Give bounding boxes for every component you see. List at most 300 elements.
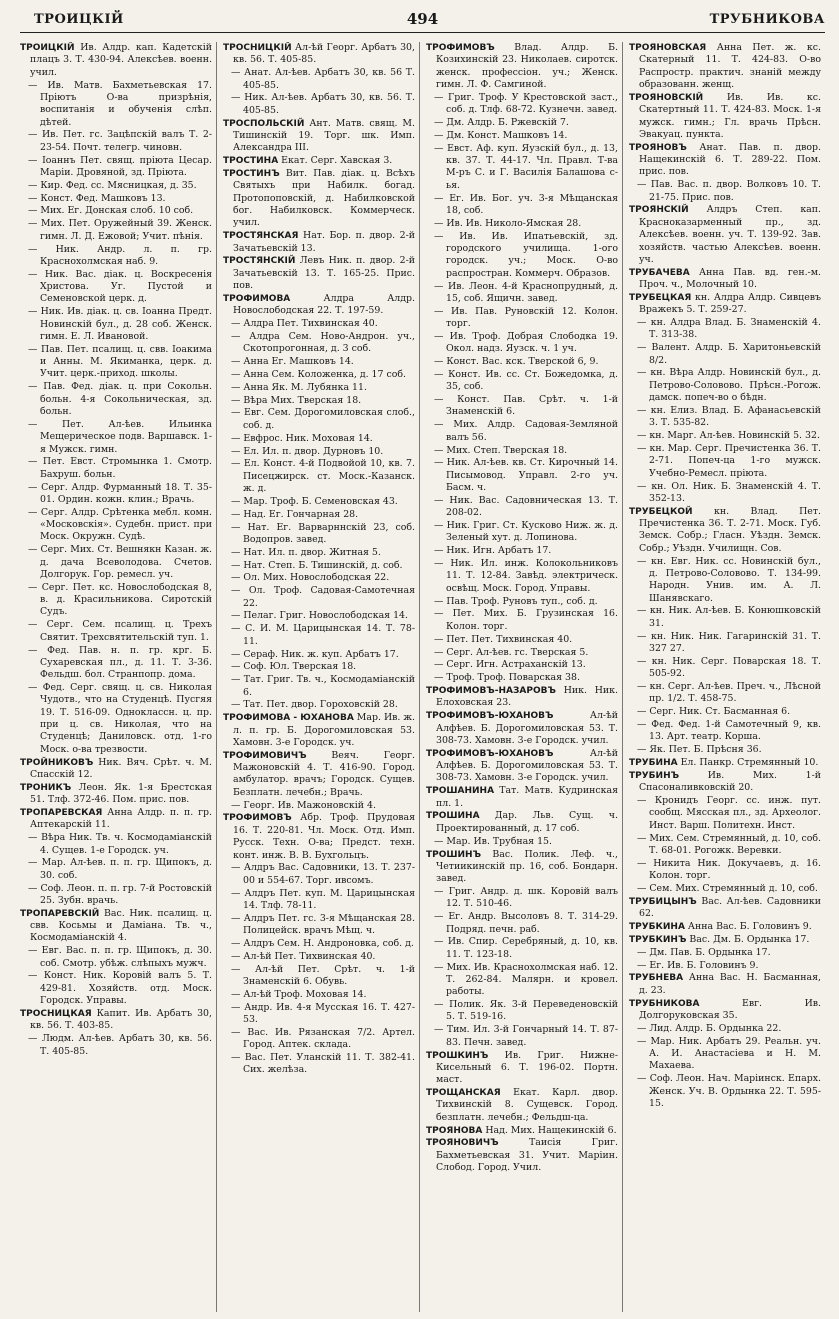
entry-text: Анна Вас. Н. Басманная, д. 23. (639, 972, 821, 996)
entry-text: Кир. Фед. сс. Мясницкая, д. 35. (40, 179, 197, 191)
entry-surname: ТРОСТИНА (223, 156, 279, 167)
entry-text: Ник. Ив. діак. ц. св. Іоанна Предт. Новинскій бул., д. 28 соб. Женск. гимн. Е. Л. Ивановой. (40, 306, 212, 342)
entry-text: Леон. Як. 1-я Брестская 51. Тлф. 372-46. Пом. прис. пов. (30, 781, 212, 806)
entry-surname: ТРУБЕЦКОЙ (629, 506, 693, 517)
entry-text: Ив. Леон. 4-й Краснопрудный, д. 15, соб. Ящичн. завед. (446, 280, 618, 304)
directory-columns (20, 42, 825, 1312)
running-header (20, 8, 825, 33)
entry-text: Соф. Леон. п. п. гр. 7-й Ростовскій 25. Зубн. врачь. (40, 882, 212, 906)
entry-text: Ег. Ив. Бог. уч. 3-я Мѣщанская 18, соб. (446, 192, 618, 216)
directory-column-2 (223, 42, 420, 1312)
entry-text: кн. Ник. Серг. Поварская 18. Т. 505-92. (649, 655, 822, 680)
entry-text: Серг. Ал-ѣев. гс. Тверская 5. (446, 646, 589, 658)
directory-sub-entry (426, 634, 618, 646)
entry-text: Алдра Алдр. Новослободская 22. Т. 197-59. (233, 292, 415, 317)
directory-sub-entry (426, 545, 618, 557)
directory-sub-entry (223, 318, 415, 330)
entry-surname: ТРОФИМОВИЧЪ (223, 750, 307, 761)
directory-sub-entry (629, 960, 821, 972)
directory-sub-entry (20, 180, 212, 192)
entry-surname: ТРУБЕЦКАЯ (629, 292, 692, 303)
entry-text: кн. Ол. Ник. Б. Знаменскій 4. Т. 352-13. (649, 480, 822, 504)
directory-sub-entry (426, 356, 618, 368)
directory-sub-entry (223, 913, 415, 938)
entry-text: Мар. Ник. Арбатъ 29. Реальн. уч. А. И. Анастасіева и Н. М. Махаева. (649, 1035, 821, 1072)
entry-text: кн. Серг. Ал-ѣев. Преч. ч., Лѣсной пр. 1/2. Т. 458-75. (649, 681, 821, 705)
directory-entry (629, 42, 821, 91)
directory-sub-entry (629, 1073, 821, 1110)
entry-text: Тат. Григ. Тв. ч., Космодаміанскій 6. (243, 674, 415, 698)
entry-text: Анна Як. М. Лубянка 11. (243, 381, 367, 393)
directory-sub-entry (629, 342, 821, 367)
entry-text: Людм. Ал-ѣев. Арбатъ 30, кв. 56. Т. 405-85. (40, 1033, 212, 1057)
entry-surname: ТРОПАРЕВСКАЯ (20, 807, 103, 818)
directory-sub-entry (629, 1036, 821, 1073)
directory-sub-entry (426, 886, 618, 911)
entry-text: Ив. Пав. Руновскій 12. Колон. торг. (446, 305, 618, 330)
directory-sub-entry (223, 382, 415, 394)
entry-text: Вас. Полик. Леф. ч., Четиикинскій пр. 16, соб. Бондарн. завед. (436, 848, 618, 885)
entry-text: Пав. Фед. діак. ц. при Сокольн. больн. 4-я Сокольническая, зд. больн. (40, 381, 212, 417)
entry-text: Мар. Ив. ж. л. п. гр. Б. Дорогомиловская 53. Хамовн. 3-е Городск. уч. (233, 712, 415, 748)
entry-surname: ТРОФИМОВЪ (426, 43, 495, 53)
directory-sub-entry (629, 719, 821, 744)
entry-text: Георг. Ив. Мажоновскій 4. (243, 799, 376, 811)
directory-sub-entry (629, 367, 821, 404)
directory-column-3 (426, 42, 623, 1312)
entry-text: Евг. Сем. Дорогомиловская слоб., соб. д. (243, 407, 415, 431)
directory-sub-entry (223, 1002, 415, 1027)
header-right-word: ТРУБНИКОВА (709, 12, 825, 27)
entry-text: Дм. Алдр. Б. Ржевскій 7. (446, 117, 569, 129)
directory-entry (223, 155, 415, 167)
entry-text: Дм. Пав. Б. Ордынка 17. (649, 946, 771, 958)
entry-surname: ТРОФИМОВЪ (223, 813, 292, 824)
directory-sub-entry (20, 1033, 212, 1058)
directory-sub-entry (223, 92, 415, 117)
entry-text: Вит. Пав. діак. ц. Всѣхъ Святыхъ при Набилк. богад. Протопоповскій, д. Набилковской бог. Набилковск. Коммерческ. учил. (233, 167, 415, 229)
entry-text: Мих. Пет. Оружейный 39. Женск. гимн. Л. Д. Ежовой; Учит. пѣнія. (40, 218, 212, 242)
entry-text: Григ. Андр. д. шк. Коровій валъ 12. Т. 510-46. (446, 886, 618, 910)
directory-sub-entry (629, 656, 821, 681)
entry-surname: ТРОЯНОВСКАЯ (629, 43, 707, 53)
directory-sub-entry (20, 205, 212, 217)
entry-text: Ел. Ил. п. двор. Дурновъ 10. (243, 445, 384, 457)
directory-sub-entry (629, 744, 821, 756)
entry-text: С. И. М. Царицынская 14. Т. 78-11. (243, 623, 415, 647)
entry-text: Ник. Ник. Елоховская 23. (436, 685, 618, 709)
directory-sub-entry (629, 430, 821, 442)
entry-text: Ив. Спир. Серебряный, д. 10, кв. 11. Т. 123-18. (446, 936, 618, 960)
entry-text: Нат. Бор. п. двор. 2-й Зачатьевскій 13. (233, 230, 415, 254)
entry-text: Ник. Григ. Ст. Кусково Ниж. ж. д. Зеленый хут. д. Лопинова. (446, 520, 618, 544)
directory-entry (20, 807, 212, 832)
directory-sub-entry (20, 344, 212, 381)
directory-sub-entry (426, 394, 618, 419)
entry-text: Ник. Ал-ѣев. Арбатъ 30, кв. 56. Т. 405-85. (243, 92, 416, 116)
entry-surname: ТРОЯНОВЪ (629, 142, 687, 153)
entry-text: Левъ Ник. п. двор. 2-й Зачатьевскій 13. Т. 165-25. Прис. пов. (233, 255, 415, 292)
entry-text: Тат. Матв. Кудринская пл. 1. (436, 785, 618, 809)
directory-sub-entry (223, 888, 415, 913)
directory-sub-entry (426, 647, 618, 659)
entry-text: Конст. Ник. Коровій валъ 5. Т. 429-81. Хозяйств. отд. Моск. Городск. Управы. (40, 970, 213, 1007)
directory-sub-entry (20, 544, 212, 581)
directory-sub-entry (426, 281, 618, 306)
directory-sub-entry (426, 92, 618, 117)
directory-entry (426, 785, 618, 810)
entry-text: Ел. Конст. 4-й Подвойой 10, кв. 7. Писецжирск. ст. Моск.-Казанск. ж. д. (243, 458, 415, 495)
entry-text: Тат. Пет. двор. Гороховскій 28. (243, 699, 398, 711)
directory-entry (629, 92, 821, 141)
entry-text: Серг. Алдр. Срѣтенка мебл. комн. «Московскія». Судебн. прист. при Моск. Окружн. Судѣ. (40, 506, 212, 543)
directory-sub-entry (20, 129, 212, 154)
entry-text: Ив. Ив. Николо-Ямская 28. (446, 217, 582, 229)
entry-text: Ал-ѣй Георг. Арбатъ 30, кв. 56. Т. 405-85. (233, 42, 415, 66)
directory-sub-entry (20, 857, 212, 882)
directory-sub-entry (20, 381, 212, 418)
entry-text: Анна Пав. вд. ген.-м. Проч. ч., Молочный 10. (639, 266, 821, 291)
entry-surname: ТРОЯНОВСКІЙ (629, 92, 704, 103)
entry-text: Серг. Алдр. Фурманный 18. Т. 35-01. Ордин. кожн. клин.; Врачь. (40, 481, 212, 505)
directory-sub-entry (629, 1023, 821, 1035)
entry-text: кн. Евг. Ник. сс. Новинскій бул., д. Петрово-Соловово. Т. 134-99. Народн. Унив. им. А. Л. Шанявскаго. (649, 555, 821, 604)
entry-surname: ТРОФИМОВЪ-ЮХАНОВЪ (426, 711, 554, 722)
directory-sub-entry (426, 143, 618, 192)
directory-entry (629, 770, 821, 795)
page-number: 494 (406, 10, 439, 28)
entry-surname: ТРОФИМОВЪ-НАЗАРОВЪ (426, 686, 556, 697)
entry-text: Екат. Карл. двор. Тихвинскій 8. Сущевск. Город. безплатн. лечебн.; Фельдш-ца. (436, 1087, 618, 1123)
entry-text: Мар. Троф. Б. Семеновская 43. (243, 495, 398, 507)
entry-surname: ТРУБИНА (629, 758, 678, 769)
directory-sub-entry (20, 419, 212, 456)
entry-text: Дм. Конст. Машковъ 14. (446, 129, 568, 141)
directory-entry (629, 267, 821, 292)
entry-surname: ТРОЯНОВИЧЪ (426, 1138, 499, 1149)
directory-sub-entry (629, 631, 821, 656)
entry-text: Вас. Ник. псалищ. ц. свв. Косьмы и Даміана. Тв. ч., Космодаміанскій 4. (30, 907, 212, 944)
entry-text: Ив. Матв. Бахметьевская 17. Пріютъ О-ва призрѣнія, воспитанія и обученія слѣп. дѣтей. (40, 79, 212, 128)
directory-sub-entry (426, 608, 618, 633)
entry-text: Як. Пет. Б. Прѣсня 36. (649, 744, 762, 756)
directory-sub-entry (223, 1027, 415, 1052)
entry-text: Ив. Алдр. кап. Кадетскій плацъ 3. Т. 430-94. Алексѣев. военн. учил. (30, 42, 212, 78)
directory-sub-entry (20, 507, 212, 544)
directory-sub-entry (426, 659, 618, 671)
directory-entry (426, 1137, 618, 1174)
entry-text: Ол. Троф. Садовая-Самотечная 22. (243, 585, 416, 609)
entry-text: Ал-ѣй Пет. Тихвинская 40. (243, 950, 376, 962)
directory-sub-entry (426, 231, 618, 280)
entry-surname: ТРОШАНИНА (426, 786, 495, 797)
entry-surname: ТРУБАЧЕВА (629, 267, 690, 278)
directory-sub-entry (223, 496, 415, 508)
entry-text: Кронидъ Георг. сс. инж. пут. сообщ. Мясская пл., зд. Археолог. Инст. Варш. Политехн. Инст. (649, 795, 821, 831)
directory-sub-entry (426, 419, 618, 444)
directory-sub-entry (629, 858, 821, 883)
directory-entry (223, 118, 415, 155)
directory-sub-entry (629, 833, 821, 858)
entry-text: Анна Пет. ж. кс. Скатерный 11. Т. 424-83. О-во Распростр. практич. знаній между образованн. женщ. (639, 42, 821, 91)
directory-sub-entry (20, 456, 212, 481)
entry-text: Мих. Алдр. Садовая-Земляной валъ 56. (446, 419, 618, 443)
entry-text: Ив. Ив. Ипатьевскій, зд. городского училища. 1-ого городск. уч.; Моск. О-во распростран. Коммерч. Образов. (446, 230, 618, 279)
entry-text: Над. Мих. Нащекинскій 6. (485, 1124, 617, 1136)
directory-sub-entry (426, 331, 618, 356)
directory-sub-entry (223, 572, 415, 584)
entry-text: Конст. Вас. кск. Тверской 6, 9. (446, 356, 599, 368)
entry-text: Лид. Алдр. Б. Ордынка 22. (649, 1022, 782, 1034)
entry-text: Анат. Пав. п. двор. Нащекинскій 6. Т. 289-22. Пом. прис. пов. (639, 141, 821, 178)
entry-text: Ник. Вяч. Срѣт. ч. М. Спасскій 12. (30, 756, 212, 780)
directory-entry (629, 998, 821, 1023)
entry-text: Нат. Ег. Варварннскій 23, соб. Водопров. завед. (243, 521, 416, 545)
directory-sub-entry (426, 911, 618, 936)
directory-sub-entry (223, 800, 415, 812)
entry-text: Пет. Пет. Тихвинская 40. (446, 633, 573, 645)
entry-text: Ал-ѣй Алфѣев. Б. Дорогомиловская 53. Т. 308-73. Хамовн. 3-е Городск. учил. (436, 710, 618, 746)
directory-entry (629, 896, 821, 921)
entry-text: Ел. Панкр. Стремянный 10. (680, 757, 819, 769)
entry-text: Конст. Ив. сс. Ст. Божедомка, д. 35, соб. (446, 368, 618, 393)
entry-surname: ТРОЩАНСКАЯ (426, 1088, 501, 1099)
entry-text: Влад. Алдр. Б. Козихинскій 23. Николаев. сиротск. женск. профессіон. уч.; Женск. гимн. Л. Ф. Самгиной. (436, 42, 619, 91)
entry-text: Ник. Вас. Садовническая 13. Т. 208-02. (446, 494, 618, 519)
directory-entry (426, 1125, 618, 1137)
entry-text: Ив. Мих. 1-й Спасоналивковскій 20. (639, 769, 821, 794)
entry-text: Ол. Мих. Новослободская 22. (243, 572, 390, 584)
directory-entry (223, 293, 415, 318)
entry-text: Ал-ѣй Пет. Срѣт. ч. 1-й Знаменскій 6. Обувь. (243, 963, 415, 987)
entry-text: Алдръ Сем. Н. Андроновка, соб. д. (243, 937, 414, 949)
entry-text: Алдръ Пет. гс. 3-я Мѣщанская 28. Полицейск. врачъ Мѣщ. ч. (243, 912, 415, 937)
directory-sub-entry (426, 445, 618, 457)
entry-text: Фед. Серг. свящ. ц. св. Николая Чудотв., что на Студенцѣ. Пусгяя 19. Т. 516-09. Одноклассн. ц. пр. при ц. св. Николая, что на Студенцѣ; Даниловск. отд. 1-го Моск. о-ва трезвости. (40, 682, 213, 755)
entry-surname: ТРОИЦКІЙ (20, 43, 75, 53)
entry-text: Фед. Фед. 1-й Самотечный 9, кв. 13. Арт. театр. Корша. (649, 719, 821, 743)
entry-text: Серг. Пет. кс. Новослободская 8, в. д. Красильникова. Сиротскій Судъ. (40, 581, 213, 618)
directory-sub-entry (426, 369, 618, 394)
entry-surname: ТРОСНИЦКАЯ (20, 1008, 92, 1019)
entry-text: Пелаг. Григ. Новослободская 14. (243, 610, 408, 622)
entry-text: кн. Марг. Ал-ѣев. Новинскій 5. 32. (649, 430, 820, 442)
entry-surname: ТРОЯНОВА (426, 1125, 483, 1136)
entry-text: Евфрос. Ник. Моховая 14. (243, 432, 373, 444)
entry-text: Алдръ Степ. кап. Красноказарменный пр., зд. Алексѣев. военн. уч. Т. 139-92. Зав. хозяйств. частью Алексѣев. военн. уч. (639, 204, 821, 265)
directory-entry (223, 168, 415, 230)
directory-column-1 (20, 42, 217, 1312)
entry-text: Евг. Вас. п. п. гр. Щипокъ, д. 30. соб. Смотр. убѣж. слѣпыхъ мужч. (40, 945, 212, 969)
directory-sub-entry (223, 522, 415, 547)
directory-sub-entry (629, 947, 821, 959)
directory-entry (223, 712, 415, 749)
entry-surname: ТРОЙНИКОВЪ (20, 757, 94, 768)
directory-sub-entry (223, 623, 415, 648)
directory-entry (426, 748, 618, 785)
entry-surname: ТРОСНИЦКІЙ (223, 43, 292, 53)
directory-sub-entry (223, 407, 415, 432)
entry-text: Веяч. Георг. Мажоновскій 4. Т. 416-90. Город. амбулатор. врачъ; Городск. Сущев. Безплатн. лечебн.; Врачь. (233, 749, 415, 798)
entry-text: Ник. Вас. діак. ц. Воскресенія Христова. Уг. Пустой и Семеновской церк. д. (40, 268, 212, 305)
entry-text: Ант. Матв. свящ. М. Тишинскій 19. Торг. шк. Имп. Александра III. (233, 117, 416, 154)
directory-entry (629, 921, 821, 933)
entry-text: Екат. Серг. Хавская 3. (281, 155, 393, 167)
directory-entry (20, 908, 212, 945)
directory-sub-entry (223, 395, 415, 407)
directory-sub-entry (223, 446, 415, 458)
directory-sub-entry (426, 936, 618, 961)
entry-text: Пет. Мих. Б. Грузинская 16. Колон. торг. (446, 608, 619, 632)
directory-sub-entry (426, 836, 618, 848)
entry-text: Таисія Григ. Бахметьевская 31. Учит. Маріин. Слобод. Город. Учил. (436, 1137, 618, 1174)
directory-sub-entry (223, 951, 415, 963)
entry-text: Соф. Леон. Нач. Марiинск. Епарх. Женск. Уч. В. Ордынка 22. Т. 595-15. (649, 1073, 822, 1109)
entry-surname: ТРУБНЕВА (629, 973, 684, 984)
directory-sub-entry (426, 495, 618, 520)
entry-surname: ТРОСТЯНСКАЯ (223, 231, 299, 242)
directory-entry (20, 1008, 212, 1033)
directory-entry (223, 812, 415, 861)
entry-text: Анна Ег. Машковъ 14. (243, 356, 354, 368)
entry-text: кн. Мар. Серг. Пречистенка 36. Т. 2-71. Попеч-ца 1-го мужск. Учебно-Ремесл. пріюта. (649, 443, 821, 479)
entry-text: кн. Ник. Ал-ѣев. Б. Конюшковскій 31. (649, 605, 821, 629)
entry-text: Евст. Аф. куп. Яузскій бул., д. 13, кв. 37. Т. 44-17. Чл. Правл. Т-ва М-ръ С. и Г. Василія Балашова с-ья. (446, 142, 618, 191)
entry-text: Фед. Пав. н. п. гр. крг. Б. Сухаревская пл., д. 11. Т. 3-36. Фельдш. бол. Странпопр. дома. (40, 644, 212, 681)
entry-text: Пав. Троф. Руновъ туп., соб. д. (446, 595, 598, 607)
entry-text: Ив. Григ. Нижне-Кисельный 6. Т. 196-02. Портн. маст. (436, 1049, 619, 1086)
entry-text: Ник. Ал-ѣев. кв. Ст. Кирочный 14. Писымовод. Управл. 2-го уч. Басм. ч. (446, 457, 618, 494)
directory-sub-entry (20, 306, 212, 343)
directory-sub-entry (223, 458, 415, 495)
directory-sub-entry (426, 117, 618, 129)
directory-entry (426, 42, 618, 91)
directory-entry (20, 782, 212, 807)
entry-text: Вас. Пет. Уланскій 11. Т. 382-41. Сих. желѣза. (243, 1052, 415, 1076)
entry-text: Мих. Сем. Стремянный, д. 10, соб. Т. 68-01. Рогожк. Веревки. (649, 832, 821, 856)
entry-text: Ег. Ив. Б. Головинъ 9. (649, 959, 759, 971)
directory-sub-entry (629, 405, 821, 430)
entry-text: Ив. Пет. гс. Зацѣпскій валъ Т. 2-23-54. Почт. телегр. чиновн. (40, 129, 213, 153)
entry-text: Ник. Игн. Арбатъ 17. (446, 545, 552, 557)
directory-sub-entry (426, 130, 618, 142)
entry-text: Ив. Ив. кс. Скатертный 11. Т. 424-83. Моск. 1-я мужск. гимн.; Гл. врачь Прѣсн. Эвакуац. пункта. (639, 91, 822, 140)
entry-text: Пет. Ал-ѣев. Ильинка Мещерическое подв. Варшавск. 1-я Мужск. гимн. (40, 418, 212, 455)
entry-text: Вас. Дм. Б. Ордынка 17. (689, 933, 810, 945)
directory-sub-entry (426, 672, 618, 684)
directory-sub-entry (20, 80, 212, 129)
entry-text: Нат. Ил. п. двор. Житная 5. (243, 546, 381, 558)
entry-text: Серг. Игн. Астраханскій 13. (446, 659, 586, 671)
directory-sub-entry (223, 547, 415, 559)
entry-text: Вѣра Ник. Тв. ч. Космодаміанскій 4. Сущев. 1-е Городск. уч. (40, 832, 212, 856)
directory-entry (223, 230, 415, 255)
entry-text: Серг. Ник. Ст. Басманная 6. (649, 706, 791, 718)
directory-sub-entry (629, 179, 821, 204)
entry-text: Іоаннъ Пет. свящ. пріюта Цесар. Маріи. Дровяной, зд. Пріюта. (40, 154, 212, 178)
entry-text: Полик. Як. 3-й Переведеновскій 5. Т. 519-16. (446, 999, 619, 1023)
entry-text: Вас. Ив. Рязанская 7/2. Артел. Город. Аптек. склада. (243, 1026, 415, 1051)
entry-text: Алдра Сем. Ново-Андрон. уч., Скотопрогонная, д. 3 соб. (243, 330, 415, 355)
entry-text: кн. Алдра Влад. Б. Знаменскій 4. Т. 313-38. (649, 317, 821, 341)
directory-entry (629, 757, 821, 769)
directory-column-4 (629, 42, 825, 1312)
entry-text: Капит. Ив. Арбатъ 30, кв. 56. Т. 403-85. (30, 1007, 212, 1032)
entry-surname: ТРУБИЦЫНЪ (629, 896, 697, 907)
entry-text: Серг. Сем. псалищ. ц. Трехъ Святит. Трехсвятительскій туп. 1. (40, 619, 212, 643)
directory-sub-entry (20, 582, 212, 619)
entry-text: Анат. Ал-ѣев. Арбатъ 30, кв. 56 Т. 405-85. (243, 67, 416, 91)
entry-surname: ТРУБКИНЪ (629, 934, 687, 945)
directory-entry (629, 204, 821, 266)
directory-sub-entry (20, 682, 212, 756)
directory-sub-entry (629, 706, 821, 718)
directory-entry (20, 42, 212, 79)
directory-sub-entry (223, 67, 415, 92)
entry-text: Ал-ѣй Троф. Моховая 14. (243, 988, 367, 1000)
directory-sub-entry (223, 433, 415, 445)
entry-text: Ал-ѣй Алфѣев. Б. Дорогомиловская 53. Т. 308-73. Хамовн. 3-е Городск. учил. (436, 747, 618, 784)
directory-sub-entry (223, 560, 415, 572)
directory-entry (223, 255, 415, 292)
directory-sub-entry (426, 520, 618, 545)
directory-sub-entry (223, 369, 415, 381)
entry-text: Евг. Ив. Долгоруковская 35. (639, 997, 821, 1021)
entry-text: кн. Алдра Алдр. Сивцевъ Вражекъ 5. Т. 259-27. (639, 291, 821, 316)
directory-sub-entry (426, 962, 618, 999)
entry-surname: ТРОФИМОВА - ЮХАНОВА (223, 713, 354, 724)
directory-sub-entry (20, 244, 212, 269)
entry-text: Конст. Фед. Машковъ 13. (40, 192, 166, 204)
directory-sub-entry (20, 269, 212, 306)
directory-entry (629, 506, 821, 555)
entry-text: Троф. Троф. Поварская 38. (446, 672, 580, 684)
entry-text: Алдръ Пет. куп. М. Царицынская 14. Тлф. 78-11. (243, 887, 415, 911)
entry-surname: ТРОСТЯНСКІЙ (223, 256, 296, 267)
directory-sub-entry (20, 218, 212, 243)
entry-text: Мих. Ег. Донская слоб. 10 соб. (40, 205, 194, 217)
directory-sub-entry (426, 999, 618, 1024)
entry-text: Сераф. Ник. ж. куп. Арбатъ 17. (243, 648, 399, 660)
entry-text: кн. Влад. Пет. Пречистенка 36. Т. 2-71. Моск. Губ. Земск. Собр.; Гласн. Уѣздн. Земск. Собр.; Уѣздн. Училищн. Сов. (639, 505, 821, 554)
directory-entry (629, 292, 821, 317)
entry-surname: ТРОНИКЪ (20, 782, 72, 793)
directory-sub-entry (223, 610, 415, 622)
directory-sub-entry (426, 218, 618, 230)
directory-sub-entry (20, 832, 212, 857)
directory-sub-entry (426, 306, 618, 331)
directory-sub-entry (629, 883, 821, 895)
directory-sub-entry (223, 989, 415, 1001)
entry-text: Пав. Вас. п. двор. Волковъ 10. Т. 21-75. Прис. пов. (649, 179, 821, 203)
entry-text: Пет. Евст. Стромынка 1. Смотр. Бахруш. больн. (40, 456, 213, 480)
entry-text: Андр. Ив. 4-я Мусская 16. Т. 427-53. (243, 1001, 415, 1025)
entry-text: Мар. Ал-ѣев. п. п. гр. Щипокъ, д. 30. соб. (40, 857, 212, 881)
entry-text: Над. Ег. Гончарная 28. (243, 508, 359, 520)
entry-surname: ТРОПАРЕВСКІЙ (20, 908, 100, 919)
directory-sub-entry (20, 155, 212, 180)
entry-text: кн. Елиз. Влад. Б. Афанасьевскій 3. Т. 535-82. (649, 404, 821, 429)
directory-sub-entry (629, 681, 821, 706)
entry-text: Григ. Троф. У Крестовской заст., соб. д. Тлф. 68-72. Кузнечн. завед. (446, 91, 618, 116)
entry-surname: ТРОШКИНЪ (426, 1050, 489, 1061)
directory-entry (223, 750, 415, 799)
entry-text: Нат. Степ. Б. Тишинскій, д. соб. (243, 559, 403, 571)
entry-text: Ег. Андр. Высоловъ 8. Т. 314-29. Подряд. печн. раб. (446, 911, 619, 935)
entry-text: Серг. Мих. Ст. Вешнякн Казан. ж. д. дача Всеволодова. Счетов. Долгорук. Гор. ремесл. уч. (40, 544, 212, 580)
directory-sub-entry (629, 556, 821, 605)
entry-text: Мих. Степ. Тверская 18. (446, 444, 568, 456)
